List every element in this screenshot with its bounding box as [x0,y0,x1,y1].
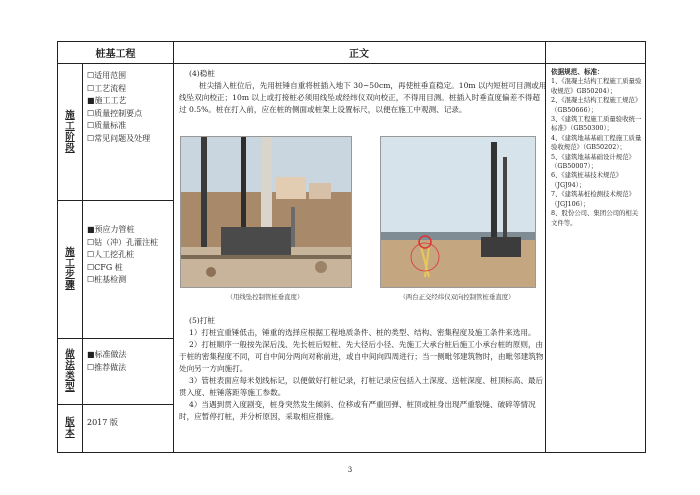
photo1-caption: （用线坠控制管桩垂直度） [226,293,304,301]
section5-title: (5)打桩 [189,316,215,325]
list-item[interactable]: ☐人工挖孔桩 [87,250,135,259]
list-item[interactable]: ☐质量控制要点 [87,108,143,118]
photo2-caption: （两台正交经纬仪双向控制管桩垂直度） [399,293,515,301]
reference-item: 5、《建筑地基基础设计规范》（GB50007）； [551,152,635,171]
header-left [58,42,173,64]
references-title: 依据规范、标准： [551,68,604,76]
list-item[interactable]: ☐常见问题及处理 [87,133,151,143]
list-item[interactable]: ■施工工艺 [87,96,127,105]
section5-item: 2）打桩顺序一般按先深后浅、先长桩后短桩、先大径后小径、先施工大承台桩后施工小承台桩的原则，由于桩的密集程度不同，可自中间分两向对称前进，或自中间向四周进行；当一侧毗邻建筑物时，由毗邻建筑物处向另一方向施打。 [179,340,544,373]
reference-item: 8、股份公司、集团公司的相关文件等。 [551,209,639,227]
divider [82,64,83,452]
main-content-lower [179,315,547,423]
list-item[interactable]: ☐质量标准 [87,121,127,130]
header-left-title: 桩基工程 [95,49,136,60]
reference-item: 1、《混凝土结构工程施工质量验收规范》GB50204）； [551,77,642,95]
reference-item: 2、《混凝土结构工程施工规范》（GB50666）； [551,96,642,114]
section-label-steps: 施工步骤 [65,247,75,291]
divider [173,42,174,452]
header-center [173,42,545,64]
version-text: 2017 版 [87,418,118,427]
list-item[interactable]: ☐工艺流程 [87,83,127,93]
method-list [87,349,127,374]
construction-photo-1 [181,137,351,287]
steps-list [87,224,158,287]
header-right [545,42,645,64]
document-table [57,41,646,453]
reference-item: 6、《建筑桩基技术规范》（JGJ94）； [551,171,623,189]
main-content [179,68,547,116]
section5-item: 3）管桩表面应每米划线标记，以便做好打桩记录，打桩记录应包括入土深度、送桩深度、桩顶标高、最后贯入度、桩锤落距等施工参数。 [179,376,544,397]
references-panel [551,68,643,228]
photo-theodolite-control [380,136,536,288]
reference-item: 3、《建筑工程施工质量验收统一标准》（GB50300）； [551,115,642,133]
page-number: 3 [347,466,353,474]
header-center-title: 正文 [349,49,369,60]
construction-photo-2 [381,137,535,287]
list-item[interactable]: ☐桩基检测 [87,275,127,284]
list-item[interactable]: ☐推荐做法 [87,362,127,372]
photo-plumb-line-control [180,136,352,288]
list-item[interactable]: ■标准做法 [87,350,127,359]
list-item[interactable]: ☐CFG 桩 [87,262,123,272]
section5-item: 1）打桩宜重锤低击，锤重的选择应根据工程地质条件、桩的类型、结构、密集程度及施工条件来选用。 [189,328,536,337]
section4-body: 桩尖插入桩位后，先用桩锤自重将桩插入地下 30~50cm，再使桩垂直稳定。10m 以内短桩可目测或用线坠双向校正；10m 以上或打接桩必须用线坠或经纬仪双向校正，不得用目测。桩插入时垂直度偏差不得超过 0.5%。桩在打入前，应在桩的侧面或桩架上设置标尺，以便在施工中观测、记录。 [179,81,547,114]
reference-item: 7、《建筑基桩检测技术规范》（JGJ106）； [551,190,635,208]
stage-list [87,70,150,145]
section-label-version: 版本 [65,417,75,439]
list-item[interactable]: ■预应力管桩 [87,225,135,234]
section4-title: (4)稳桩 [189,69,215,78]
section5-item: 4）当遇到贯入度剧变，桩身突然发生倾斜、位移或有严重回弹、桩顶或桩身出现严重裂缝、破碎等情况时，应暂停打桩，并分析原因，采取相应措施。 [179,400,536,421]
reference-item: 4、《建筑地基基础工程施工质量验收规范》（GB50202）； [551,133,642,152]
version-list [87,417,118,430]
list-item[interactable]: ☐钻（冲）孔灌注桩 [87,237,159,247]
list-item[interactable]: ☐适用范围 [87,71,127,80]
section-label-method: 做法类型 [65,349,75,393]
section-label-stage: 施工阶段 [65,110,75,154]
